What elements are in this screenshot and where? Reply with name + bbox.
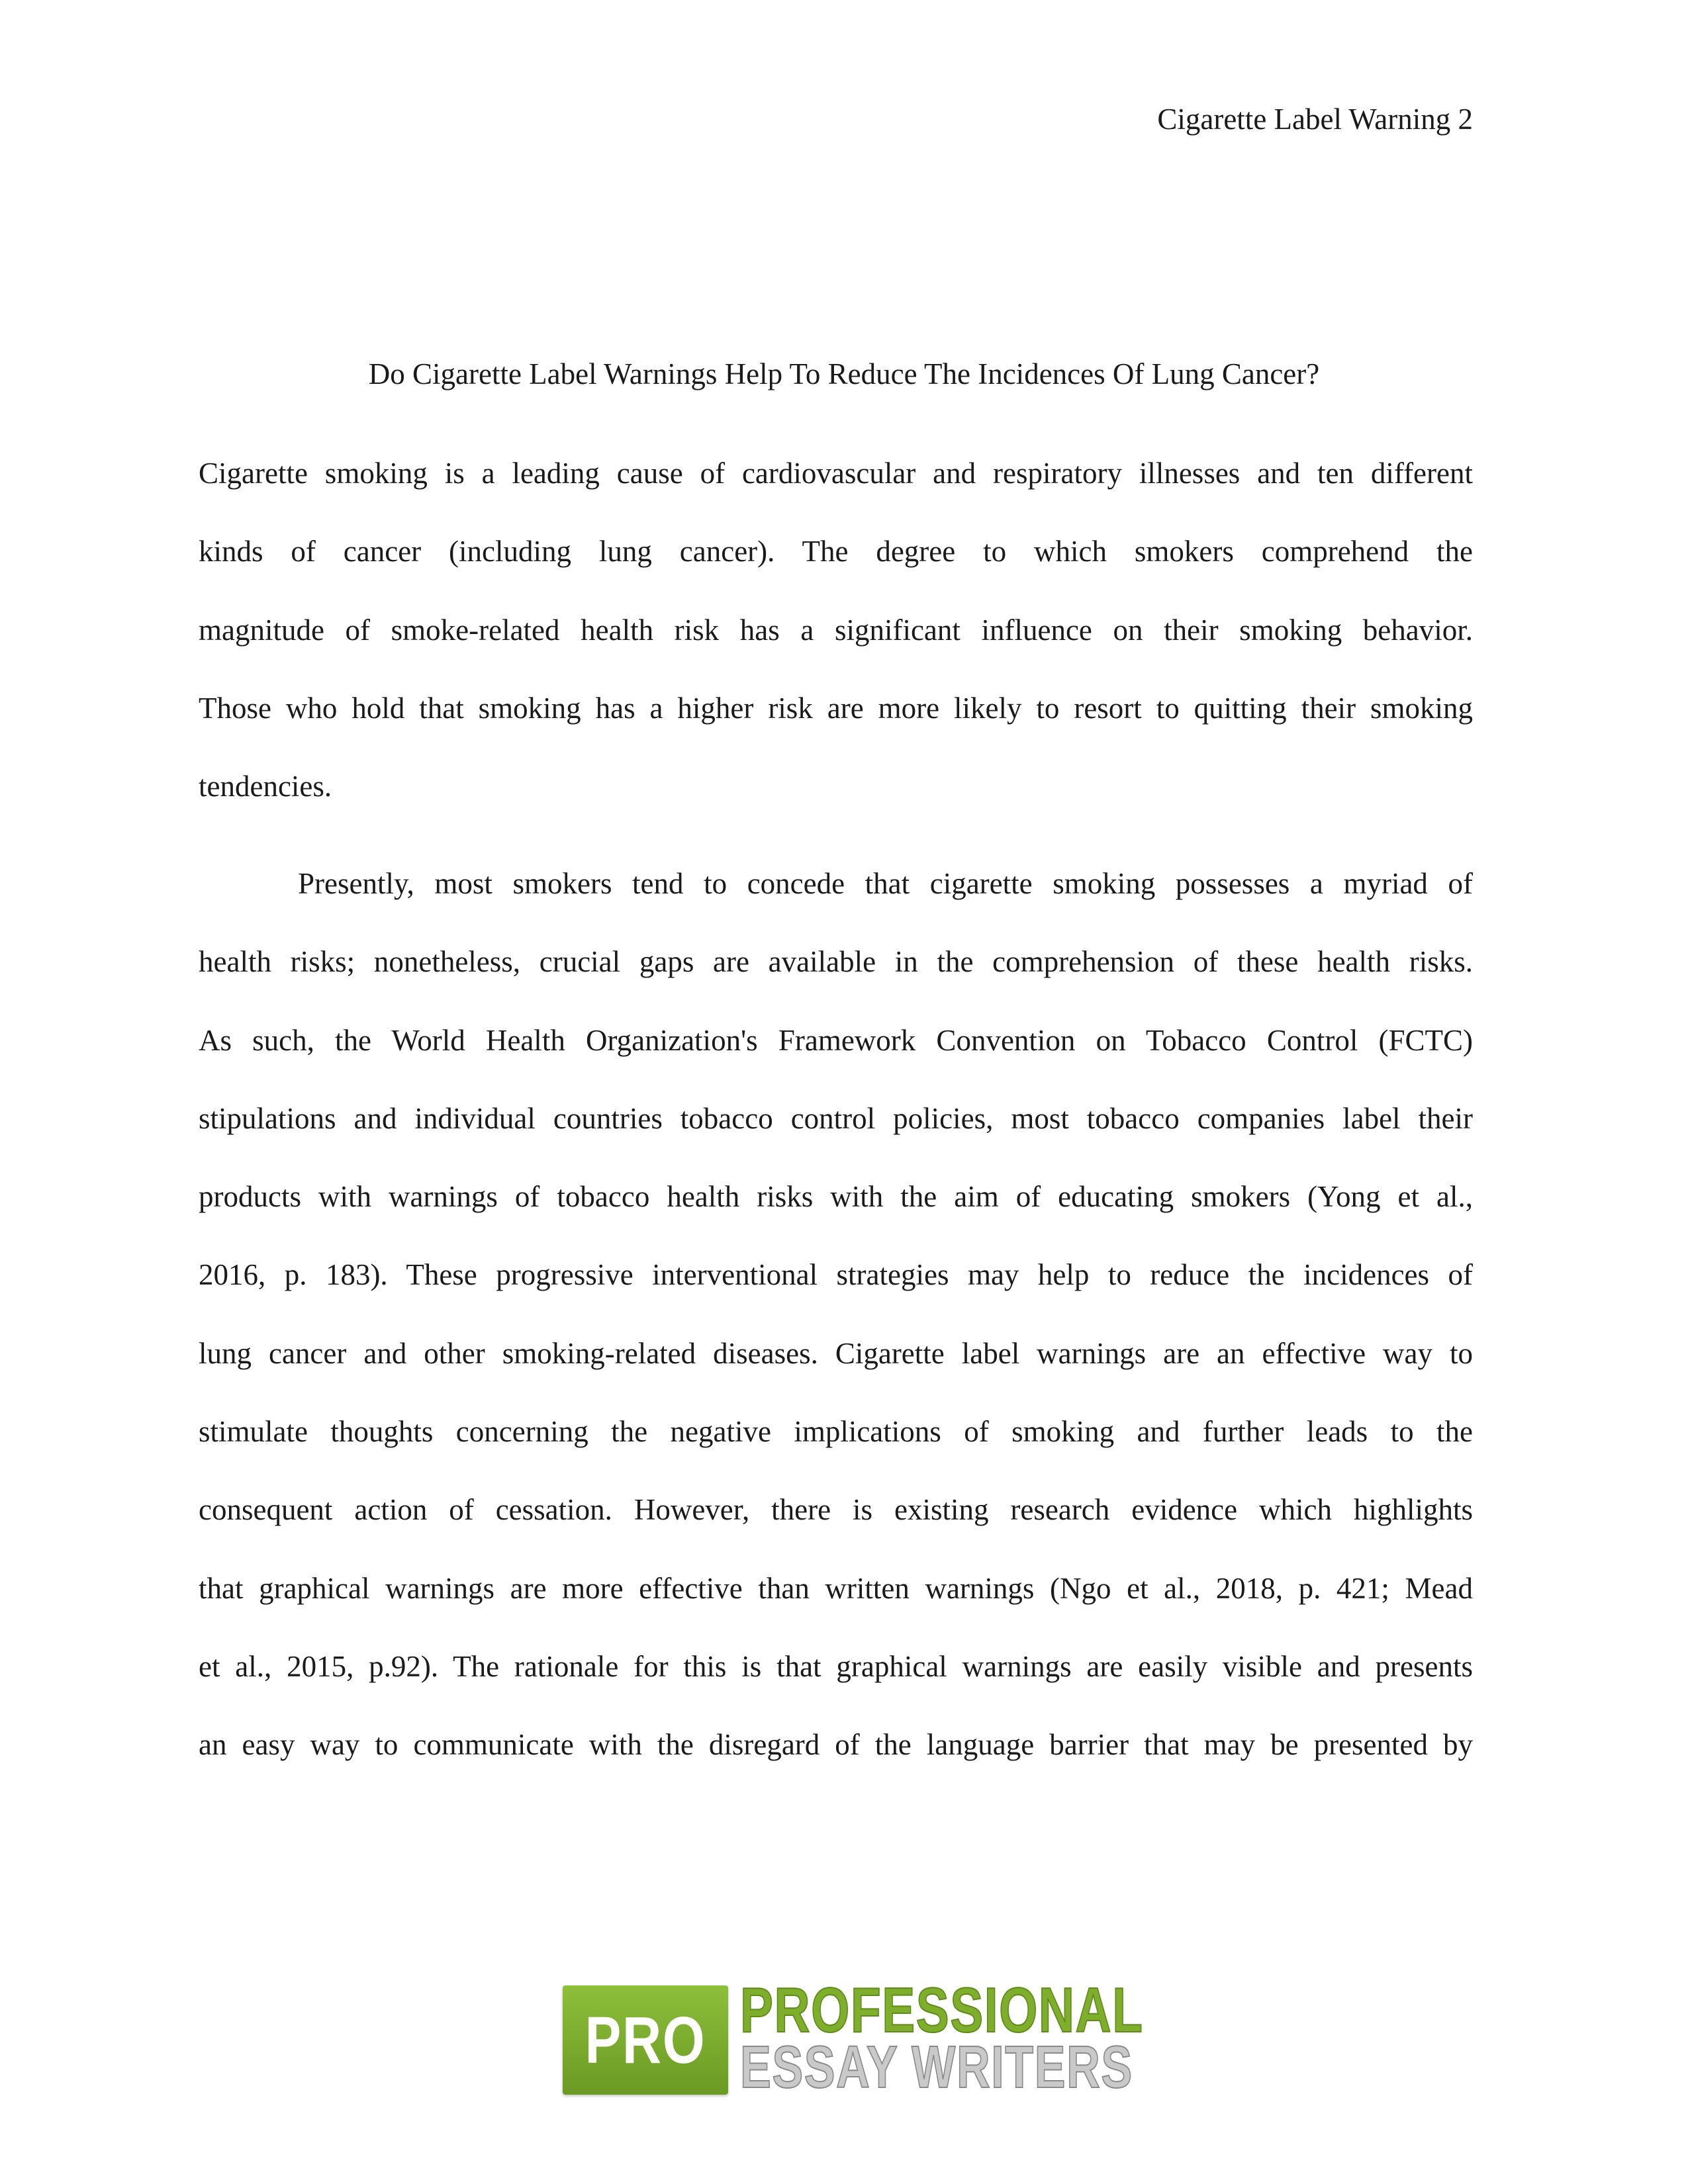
paragraph-line: lung cancer and other smoking-related diseases. Cigarette label warnings are an effective way to bbox=[199, 1336, 1473, 1370]
paragraph-line: magnitude of smoke-related health risk has a significant influence on their smoking behavior. bbox=[199, 613, 1473, 647]
paragraph-line: Presently, most smokers tend to concede that cigarette smoking possesses a myriad of bbox=[298, 867, 1473, 900]
paragraph-1 bbox=[199, 453, 1473, 844]
paragraph-line: products with warnings of tobacco health risks with the aim of educating smokers (Yong et al., bbox=[199, 1180, 1473, 1214]
paragraph-line: et al., 2015, p.92). The rationale for this is that graphical warnings are easily visible and presents bbox=[199, 1649, 1473, 1683]
paragraph-line: that graphical warnings are more effective than written warnings (Ngo et al., 2018, p. 421; Mead bbox=[199, 1571, 1473, 1605]
running-head: Cigarette Label Warning 2 bbox=[1157, 103, 1473, 136]
paragraph-line: Those who hold that smoking has a higher risk are more likely to resort to quitting their smoking bbox=[199, 691, 1473, 725]
paragraph-line: Cigarette smoking is a leading cause of cardiovascular and respiratory illnesses and ten different bbox=[199, 457, 1473, 490]
pro-badge-text: PRO bbox=[585, 2003, 706, 2077]
paragraph-line: stipulations and individual countries tobacco control policies, most tobacco companies label their bbox=[199, 1101, 1473, 1135]
paragraph-line: As such, the World Health Organization's Framework Convention on Tobacco Control (FCTC) bbox=[199, 1023, 1473, 1057]
pro-badge bbox=[563, 1985, 728, 2095]
paragraph-line: health risks; nonetheless, crucial gaps are available in the comprehension of these health risks. bbox=[199, 945, 1473, 979]
paragraph-2 bbox=[199, 864, 1473, 1803]
paragraph-line: kinds of cancer (including lung cancer). The degree to which smokers comprehend the bbox=[199, 535, 1473, 569]
paragraph-line: an easy way to communicate with the disregard of the language barrier that may be presented by bbox=[199, 1728, 1473, 1762]
paragraph-line: 2016, p. 183). These progressive interventional strategies may help to reduce the incidences of bbox=[199, 1258, 1473, 1292]
essay-title: Do Cigarette Label Warnings Help To Reduce The Incidences Of Lung Cancer? bbox=[368, 357, 1320, 390]
logo-line-professional: PROFESSIONAL bbox=[740, 1975, 1144, 2046]
professional-essay-writers-logo bbox=[563, 1975, 1145, 2101]
logo-line-essay-writers: ESSAY WRITERS bbox=[740, 2034, 1133, 2101]
paragraph-line: consequent action of cessation. However, there is existing research evidence which highlights bbox=[199, 1493, 1473, 1527]
paragraph-line: stimulate thoughts concerning the negative implications of smoking and further leads to the bbox=[199, 1415, 1473, 1449]
paragraph-line: tendencies. bbox=[199, 770, 332, 803]
